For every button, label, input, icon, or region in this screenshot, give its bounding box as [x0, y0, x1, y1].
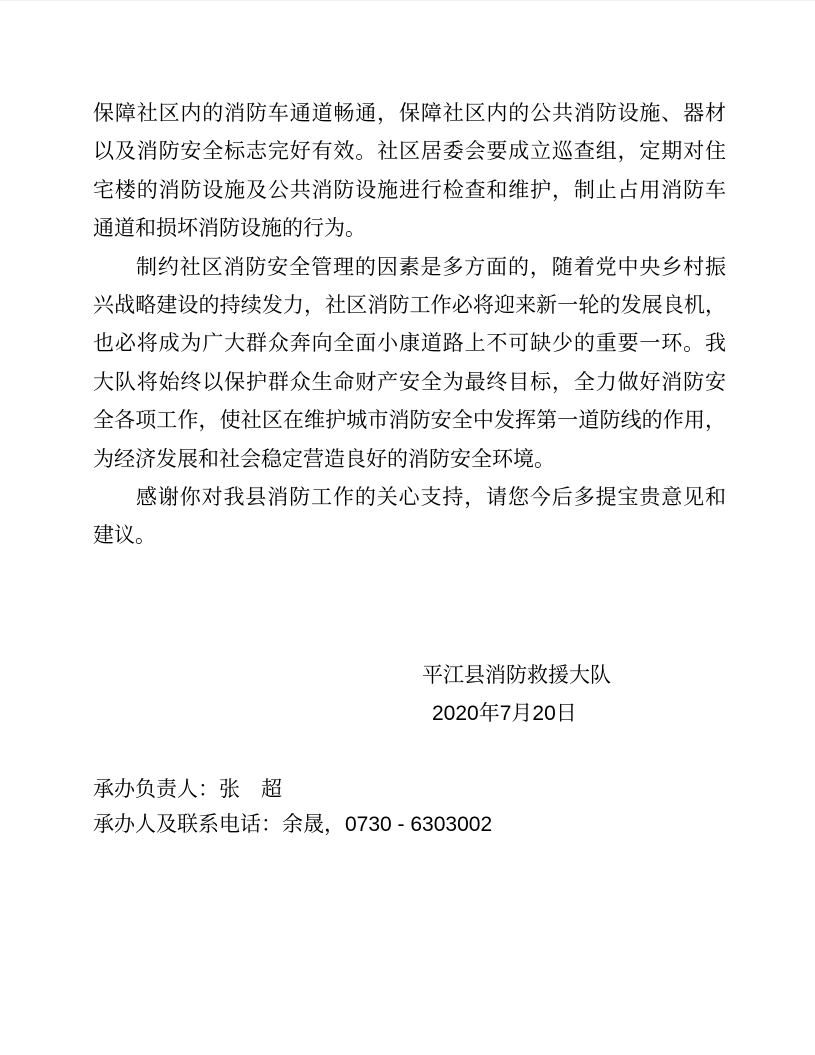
body-line: 也必将成为广大群众奔向全面小康道路上不可缺少的重要一环。我 — [93, 332, 726, 356]
body-text — [93, 95, 726, 556]
signature-block — [93, 657, 773, 734]
body-line: 宅楼的消防设施及公共消防设施进行检查和维护，制止占用消防车 — [93, 178, 726, 202]
footer-block — [93, 772, 793, 842]
handler-line: 承办负责人：张 超 — [93, 778, 282, 801]
body-line: 建议。 — [93, 524, 156, 548]
body-line: 兴战略建设的持续发力，社区消防工作必将迎来新一轮的发展良机， — [93, 294, 726, 318]
body-line: 大队将始终以保护群众生命财产安全为最终目标，全力做好消防安 — [93, 370, 726, 394]
body-line: 感谢你对我县消防工作的关心支持，请您今后多提宝贵意见和 — [136, 486, 726, 510]
contact-line: 承办人及联系电话：余晟，0730 - 6303002 — [93, 813, 493, 836]
body-line: 保障社区内的消防车通道畅通，保障社区内的公共消防设施、器材 — [93, 102, 726, 125]
body-line: 以及消防安全标志完好有效。社区居委会要成立巡查组，定期对住 — [93, 140, 726, 164]
body-line: 为经济发展和社会稳定营造良好的消防安全环境。 — [93, 447, 555, 471]
body-line: 通道和损坏消防设施的行为。 — [93, 217, 366, 241]
body-line: 全各项工作，使社区在维护城市消防安全中发挥第一道防线的作用， — [93, 409, 726, 433]
body-line: 制约社区消防安全管理的因素是多方面的，随着党中央乡村振 — [136, 255, 726, 279]
signature-organization: 平江县消防救援大队 — [422, 664, 611, 687]
signature-date: 2020年7月20日 — [432, 702, 577, 726]
